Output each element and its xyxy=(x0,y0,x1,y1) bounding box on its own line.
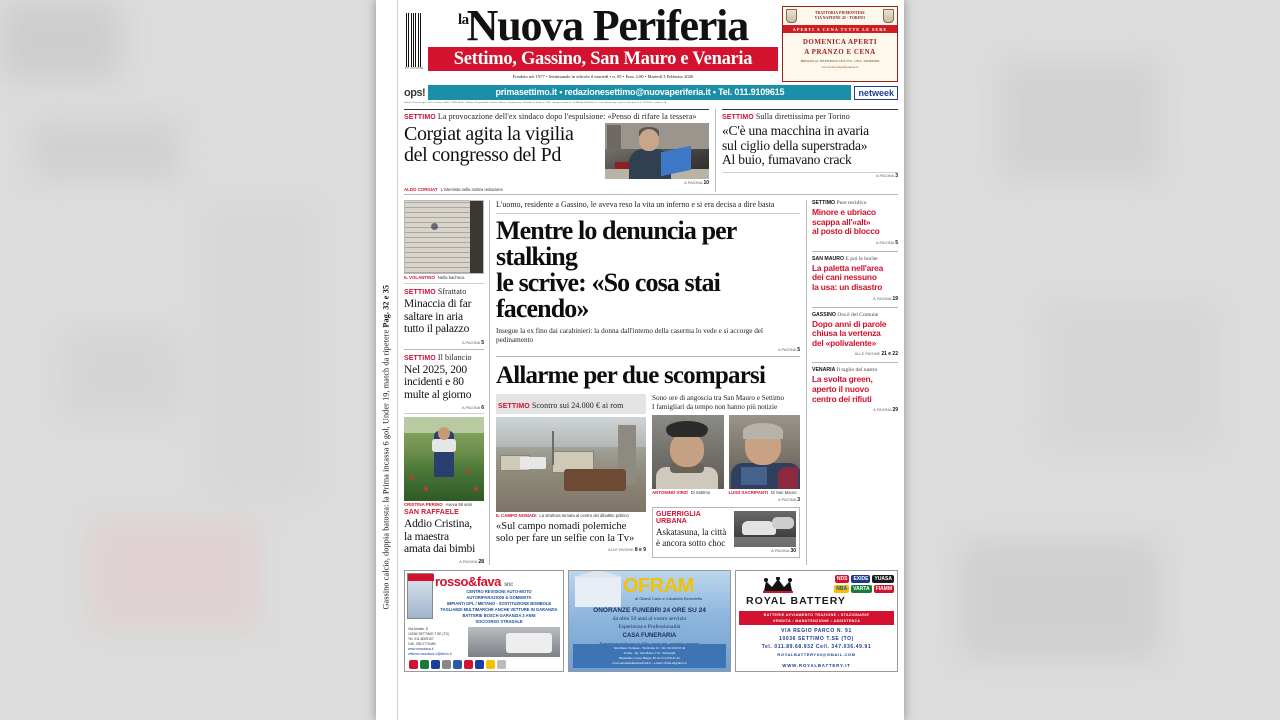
trattoria-ad-foot: PRENOTA AL TELEFONO 011.812.5731 - CELL. 349.6629490 xyxy=(800,59,880,63)
brand-chip-4: VARTA xyxy=(853,585,870,592)
scomparso-2-city: Di San Mauro xyxy=(770,490,797,495)
incidenti-refpage: A PAGINA 6 xyxy=(461,405,484,411)
brand-chip-1: EXIDE xyxy=(853,575,869,582)
scomparso-2-name: LUIGI SACRIPANTI xyxy=(728,490,768,495)
right-item-1-headline: La paletta nell'area dei cani nessuno la usa: un disastro xyxy=(812,262,884,292)
royal-battery-brands xyxy=(828,575,894,593)
corgiat-kicker xyxy=(404,112,709,121)
ofram-line4: CASA FUNERARIA xyxy=(622,632,677,639)
masthead-info-line: Fondato nel 1977 • Settimanale in edicola il martedì • n. 05 • Euro 2,00 • Martedì 3 Febbraio 2026 xyxy=(512,74,694,79)
rosso-fava-truck-photo xyxy=(468,627,560,657)
sfrattato-headline: Minaccia di far saltare in aria tutto il palazzo xyxy=(404,298,472,335)
vertical-teaser-text: Gassino calcio, doppia batosta: la Prima incassa 6 gol, Under 19, match da ripetere Pag. 32 e 35 xyxy=(381,284,391,610)
ad-ofram[interactable] xyxy=(568,570,731,672)
masthead xyxy=(404,1,898,82)
right-item-0[interactable] xyxy=(812,200,898,246)
corgiat-caption-name: ALDO CORGIAT xyxy=(404,187,438,192)
rosso-fava-address: Via Ariosto, 8 10036 SETTIMO T.SE (TO) Tel. 011.8009107 Cell. 339.2779489 www.rossofava.it officina.rossofava.1@libero.it xyxy=(408,626,452,656)
right-item-1[interactable] xyxy=(812,256,898,302)
cristina-caption-text: Aveva 58 anni xyxy=(445,502,473,507)
scomparso-1-name: ANTONINO VIRZÌ xyxy=(652,490,688,495)
nomadi-refpage: ALLE PAGINE 8 e 9 xyxy=(608,547,646,553)
scomparsi-sommario: Sono ore di angoscia tra San Mauro e Settimo I famigliari da tempo non hanno più notizie xyxy=(652,394,785,411)
nomadi-kicker-location: SETTIMO xyxy=(498,403,530,410)
cristina-caption-name: CRISTINA PERINO xyxy=(404,502,443,507)
sfrattato-kicker xyxy=(404,287,484,296)
right-item-1-kicker: SAN MAURO E poi le buche xyxy=(812,255,878,262)
cristina-kicker-location: SAN RAFFAELE xyxy=(404,509,459,516)
ofram-contacts: San Mauro Torinese - Via Roma 12 - Tel. 011.822.07.42 Torino - Str. San Mauro 179 - Sobborghi Bruandino, Corso Belgio, 83 tel. 011.876.41.22 www.onoranzefunebriofram.it - e-mail: ofram.srl@alice.it xyxy=(573,644,726,668)
article-crack[interactable] xyxy=(716,109,898,192)
trattoria-ad-web[interactable]: www.trattoriapiemontese.it xyxy=(821,64,859,69)
article-cristina[interactable] xyxy=(404,417,484,565)
cristina-headline: Addio Cristina, la maestra amata dai bimbi xyxy=(404,518,476,555)
nomadi-headline: «Sul campo nomadi polemiche solo per fare un selfie con la Tv» xyxy=(496,521,635,544)
sfrattato-kicker-location: SETTIMO xyxy=(404,289,436,296)
brand-chip-2: YUASA xyxy=(874,575,892,582)
royal-battery-band: BATTERIE AVVIAMENTO TRAZIONE • STAZIONARIE VENDITA • MANUTENZIONE • ASSISTENZA xyxy=(739,611,894,625)
article-stalking[interactable] xyxy=(496,200,800,353)
masthead-subtitle: Settimo, Gassino, San Mauro e Venaria xyxy=(428,47,778,71)
rosso-fava-side-graphic xyxy=(407,573,433,619)
corgiat-kicker-text: La provocazione dell'ex sindaco dopo l'espulsione: «Penso di rifare la tessera» xyxy=(437,112,697,121)
guerriglia-kicker-b: URBANA xyxy=(656,518,687,525)
sfrattato-kicker-text: Sfrattato xyxy=(437,287,467,296)
right-column xyxy=(806,200,898,565)
stalking-refpage: A PAGINA 5 xyxy=(777,347,800,353)
volantino-caption-text: Nella bacheca xyxy=(437,275,465,280)
article-sfrattato[interactable] xyxy=(404,287,484,346)
right-item-0-refpage: A PAGINA 5 xyxy=(875,239,898,246)
scomparsi-block[interactable] xyxy=(652,394,800,558)
right-item-2-refpage: ALLE PAGINE 21 e 22 xyxy=(854,351,898,358)
stalking-occhiello: L'uomo, residente a Gassino, le aveva reso la vita un inferno e si era decisa a dire basta xyxy=(496,200,775,209)
ofram-line2: da oltre 50 anni al vostro servizio xyxy=(612,615,687,622)
nomadi-caption-text: La struttura tornata al centro del dibattito politico xyxy=(539,513,629,518)
ofram-subtitle: di Gilardi Carlo e Cavalotto Benedetto xyxy=(635,595,703,601)
nomadi-kicker xyxy=(498,403,623,410)
newspaper-front-page xyxy=(376,0,904,720)
volantino-photo xyxy=(404,200,484,274)
corgiat-caption-text: L'intervista nella nostra redazione xyxy=(440,187,503,192)
scomparso-photo-2 xyxy=(729,415,801,489)
ofram-line3: Esperienza e Professionalità xyxy=(618,623,681,630)
corgiat-photo xyxy=(605,123,709,179)
crack-refpage: A PAGINA 3 xyxy=(875,172,898,179)
ad-rosso-fava[interactable] xyxy=(404,570,564,672)
barcode-number: 9 771234 567896 xyxy=(404,66,424,70)
rosso-fava-logo: rosso&fava snc xyxy=(435,573,513,589)
left-column xyxy=(404,200,490,565)
rosso-fava-brand-icons xyxy=(409,660,506,669)
cristina-photo xyxy=(404,417,484,501)
barcode xyxy=(404,6,424,76)
right-item-2-headline: Dopo anni di parole chiusa la vertenza del «polivalente» xyxy=(812,318,887,348)
sfrattato-refpage: A PAGINA 5 xyxy=(461,339,484,346)
trattoria-ad-band: APERTI A CENA TUTTE LE SERE xyxy=(783,25,897,33)
right-item-2-kicker: GASSINO Ora è del Comune xyxy=(812,311,879,318)
trattoria-ad-line1: DOMENICA APERTI xyxy=(802,38,878,46)
ops-logo: ops! xyxy=(404,86,426,99)
incidenti-kicker-location: SETTIMO xyxy=(404,354,436,362)
scomparsi-refpage: A PAGINA 3 xyxy=(777,497,800,503)
brand-chip-5: FIAMM xyxy=(875,585,892,592)
right-item-3[interactable] xyxy=(812,367,898,413)
center-column xyxy=(490,200,806,565)
trattoria-ad-name: TRATTORIA PIEMONTESE xyxy=(814,11,866,15)
corgiat-kicker-location: SETTIMO xyxy=(404,114,436,121)
corgiat-refpage: A PAGINA 10 xyxy=(684,180,709,186)
article-guerriglia[interactable] xyxy=(652,507,800,558)
crack-headline: «C'è una macchina in avaria sul ciglio della superstrada» Al buio, fumavano crack xyxy=(722,123,869,167)
nomadi-kicker-text: Scontro sui 24.000 € ai rom xyxy=(531,401,624,410)
scomparso-photo-1 xyxy=(652,415,724,489)
royal-battery-web[interactable]: WWW.ROYALBATTERY.IT xyxy=(782,662,851,668)
vertical-teaser-strip xyxy=(376,0,398,720)
scomparso-1-city: Di Settimo xyxy=(690,490,711,495)
ofram-logo: OFRAM xyxy=(623,574,694,597)
scomparso-card-1[interactable] xyxy=(652,415,724,495)
masthead-article: la xyxy=(457,12,469,29)
rosso-fava-services: CENTRO REVISIONI AUTO-MOTO AUTORIPARAZIONI & GOMMISTA IMPIANTI GPL / METANO - SOSTITUZIONE BOMBOLE TAGLIANDI MULTIMARCHE ANCHE VETTURE IN GARANZIA BATTERIE BOSCH GARANZIA 3 ANNI SOCCORSO STRADALE xyxy=(440,588,558,624)
right-item-3-kicker: VENARIA Il taglio del nastro xyxy=(812,367,878,374)
right-item-2[interactable] xyxy=(812,312,898,358)
crown-icon xyxy=(762,577,814,593)
right-item-1-refpage: A PAGINA 19 xyxy=(873,295,898,302)
guerriglia-photo xyxy=(734,511,796,547)
cristina-refpage: A PAGINA 28 xyxy=(459,558,484,565)
contact-bar xyxy=(404,85,898,100)
guerriglia-kicker-a: GUERRIGLIA xyxy=(656,511,701,518)
top-band xyxy=(404,109,898,192)
crack-kicker-text: Sulla direttissima per Torino xyxy=(755,112,850,121)
incidenti-kicker xyxy=(404,353,484,362)
article-incidenti[interactable] xyxy=(404,353,484,412)
netweek-logo: netweek xyxy=(854,86,898,100)
trattoria-ad[interactable] xyxy=(782,6,898,82)
article-corgiat[interactable] xyxy=(404,109,716,192)
article-nomadi[interactable] xyxy=(496,394,646,558)
volantino-caption-name: IL VOLANTINO xyxy=(404,275,435,280)
cristina-kicker xyxy=(404,509,484,516)
crack-kicker-location: SETTIMO xyxy=(722,114,754,121)
crack-kicker xyxy=(722,112,898,121)
scomparsi-headline: Allarme per due scomparsi xyxy=(496,362,766,389)
guerriglia-headline: Askatasuna, la città è ancora sotto choc xyxy=(656,527,727,548)
colophon-fine-print: Editrice Netweek spa - Via E. Grazia n. 48/B - 13900 Biella - Direttore Responsabile Gabriele Moroni - Registrazione Tribunale di Torino n. 1234 - Stampa Litosud srl - Pubblicità Publi(iN) srl - Poste Italiane spa - Sped. in abb. post. D.L. 353/2003 - Contiene I.P. xyxy=(404,101,667,104)
masthead-title: $^{la}$Nuova Periferia xyxy=(457,1,748,50)
right-item-3-headline: La svolta green, aperto il nuovo centro dei rifiuti xyxy=(812,374,873,404)
glass-icon xyxy=(786,9,797,23)
right-item-3-refpage: A PAGINA 29 xyxy=(873,407,898,414)
right-item-0-headline: Minore e ubriaco scappa all'«alt» al posto di blocco xyxy=(812,207,880,237)
trattoria-ad-line2: A PRANZO E CENA xyxy=(804,48,876,56)
incidenti-kicker-text: Il bilancio xyxy=(437,352,472,362)
incidenti-headline: Nel 2025, 200 incidenti e 80 multe al giorno xyxy=(404,363,472,401)
brand-chip-3: NBA xyxy=(836,585,848,592)
bottom-ad-strip xyxy=(404,570,898,672)
royal-battery-logo: ROYAL BATTERY xyxy=(746,594,846,607)
contact-bar-text[interactable]: primasettimo.it • redazionesettimo@nuovaperiferia.it • Tel. 011.9109615 xyxy=(428,85,851,100)
stalking-headline: Mentre lo denuncia per stalking le scrive: «So cosa stai facendo» xyxy=(496,216,736,323)
guerriglia-kicker xyxy=(656,511,730,525)
main-grid xyxy=(404,200,898,565)
scomparso-card-2[interactable] xyxy=(729,415,801,495)
ofram-building-graphic xyxy=(575,577,621,607)
trattoria-ad-address: VIA NAPIONE 45 - TORINO xyxy=(814,16,866,20)
nomadi-photo xyxy=(496,417,646,512)
guerriglia-refpage: A PAGINA 30 xyxy=(771,548,796,554)
royal-battery-address: VIA REGIO PARCO N. 91 10036 SETTIMO T.SE (TO) Tel. 011.89.68.932 Cell. 347.036.49.91 ROYALBATTERY69@GMAIL.COM xyxy=(761,627,872,657)
glass-icon-2 xyxy=(883,9,894,23)
nomadi-caption-name: IL CAMPO NOMADI xyxy=(496,513,537,518)
ad-royal-battery[interactable] xyxy=(735,570,898,672)
corgiat-headline: Corgiat agita la vigilia del congresso del Pd xyxy=(404,123,574,166)
article-scomparsi[interactable] xyxy=(496,363,800,389)
ofram-line1: ONORANZE FUNEBRI 24 ORE SU 24 xyxy=(593,606,706,614)
brand-chip-0: NDS xyxy=(836,575,848,582)
right-item-0-kicker: SETTIMO Pure recidivo xyxy=(812,200,867,206)
stalking-sommario: Insegue la ex fino dai carabinieri: la donna dall'interno della caserma lo vede e si accorge del pedinamento xyxy=(496,327,763,344)
